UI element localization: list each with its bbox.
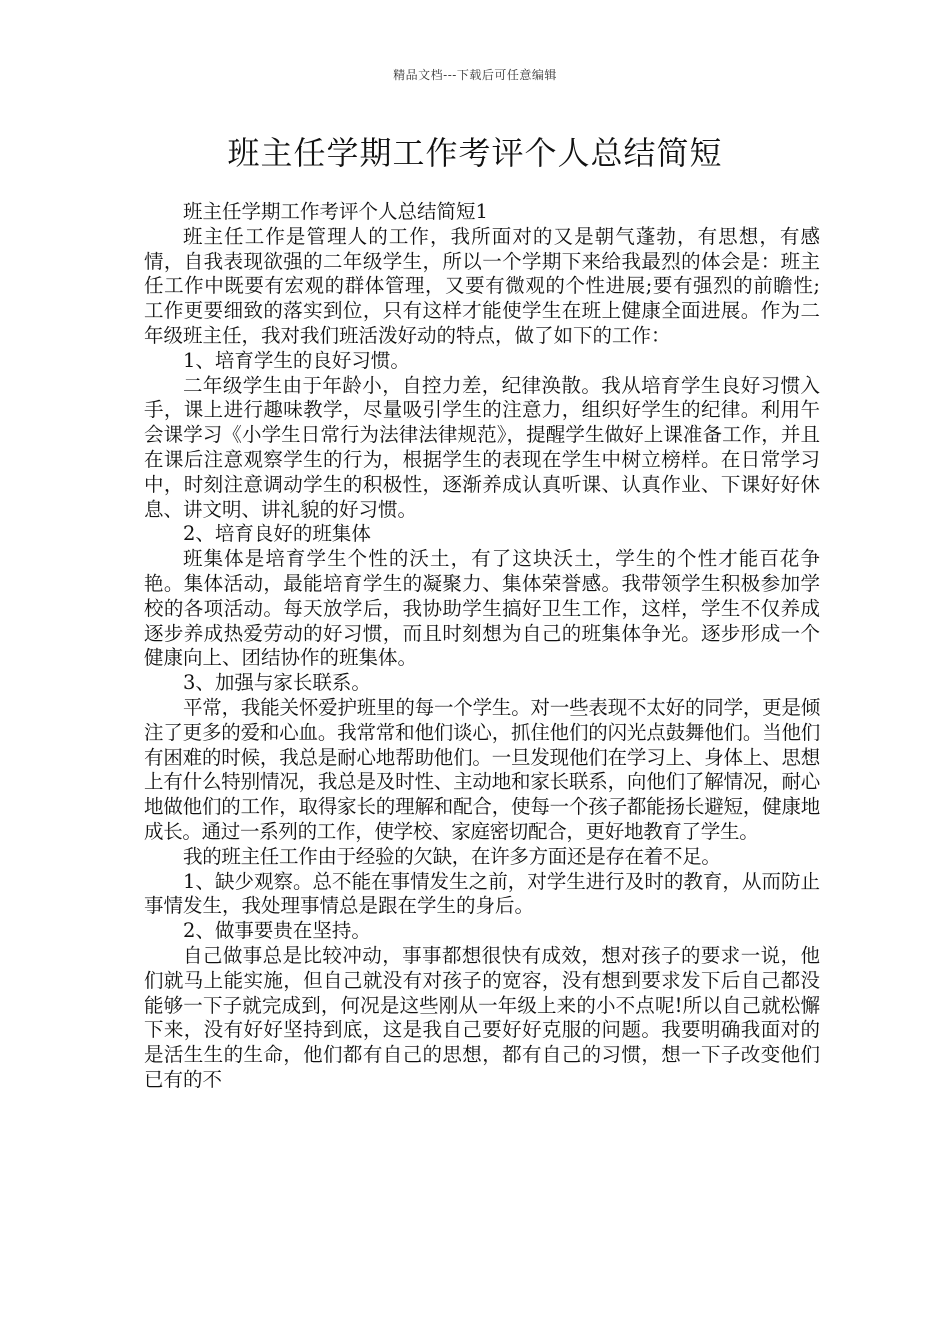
body-paragraph: 班集体是培育学生个性的沃土，有了这块沃土，学生的个性才能百花争艳。集体活动，最能培育学生的凝聚力、集体荣誉感。我带领学生积极参加学校的各项活动。每天放学后，我协助学生搞好卫生工作，这样，学生不仅养成逐步养成热爱劳动的好习惯，而且时刻想为自己的班集体争光。逐步形成一个健康向上、团结协作的班集体。: [144, 547, 820, 670]
header-note: 精品文档---下载后可任意编辑: [393, 68, 557, 82]
section-heading: 3、加强与家长联系。: [183, 671, 371, 695]
body-paragraph: 自己做事总是比较冲动，事事都想很快有成效，想对孩子的要求一说，他们就马上能实施，但自己就没有对孩子的宽容，没有想到要求发下后自己都没能够一下子就完成到，何况是这些刚从一年级上来的小不点呢!所以自己就松懈下来，没有好好坚持到底，这是我自己要好好克服的问题。我要明确我面对的是活生生的生命，他们都有自己的思想，都有自己的习惯，想一下子改变他们已有的不: [144, 943, 820, 1091]
section-heading: 2、做事要贵在坚持。: [183, 919, 371, 943]
body-paragraph: 我的班主任工作由于经验的欠缺，在许多方面还是存在着不足。: [183, 844, 721, 868]
body-paragraph: 1、缺少观察。总不能在事情发生之前，对学生进行及时的教育，从而防止事情发生，我处理事情总是跟在学生的身后。: [144, 869, 820, 918]
document-body: [144, 200, 820, 1093]
body-paragraph: 二年级学生由于年龄小，自控力差，纪律涣散。我从培育学生良好习惯入手，课上进行趣味教学，尽量吸引学生的注意力，组织好学生的纪律。利用午会课学习《小学生日常行为法律法律规范》，提醒学生做好上课准备工作，并且在课后注意观察学生的行为，根据学生的表现在学生中树立榜样。在日常学习中，时刻注意调动学生的积极性，逐渐养成认真听课、认真作业、下课好好休息、讲文明、讲礼貌的好习惯。: [144, 373, 820, 521]
body-paragraph: 平常，我能关怀爱护班里的每一个学生。对一些表现不太好的同学，更是倾注了更多的爱和心血。我常常和他们谈心，抓住他们的闪光点鼓舞他们。当他们有困难的时候，我总是耐心地帮助他们。一旦发现他们在学习上、身体上、思想上有什么特别情况，我总是及时性、主动地和家长联系，向他们了解情况，耐心地做他们的工作，取得家长的理解和配合，使每一个孩子都能扬长避短，健康地成长。通过一系列的工作，使学校、家庭密切配合，更好地教育了学生。: [144, 695, 820, 843]
section-heading: 1、培育学生的良好习惯。: [183, 348, 410, 372]
document-title: 班主任学期工作考评个人总结简短: [227, 134, 723, 172]
body-paragraph: 班主任工作是管理人的工作，我所面对的又是朝气蓬勃，有思想，有感情，自我表现欲强的二年级学生，所以一个学期下来给我最烈的体会是：班主任工作中既要有宏观的群体管理，又要有微观的个性进展;要有强烈的前瞻性;工作更要细致的落实到位，只有这样才能使学生在班上健康全面进展。作为二年级班主任，我对我们班活泼好动的特点，做了如下的工作：: [144, 224, 820, 347]
section-heading: 2、培育良好的班集体: [183, 522, 371, 546]
subtitle-paragraph: 班主任学期工作考评个人总结简短1: [183, 200, 488, 223]
